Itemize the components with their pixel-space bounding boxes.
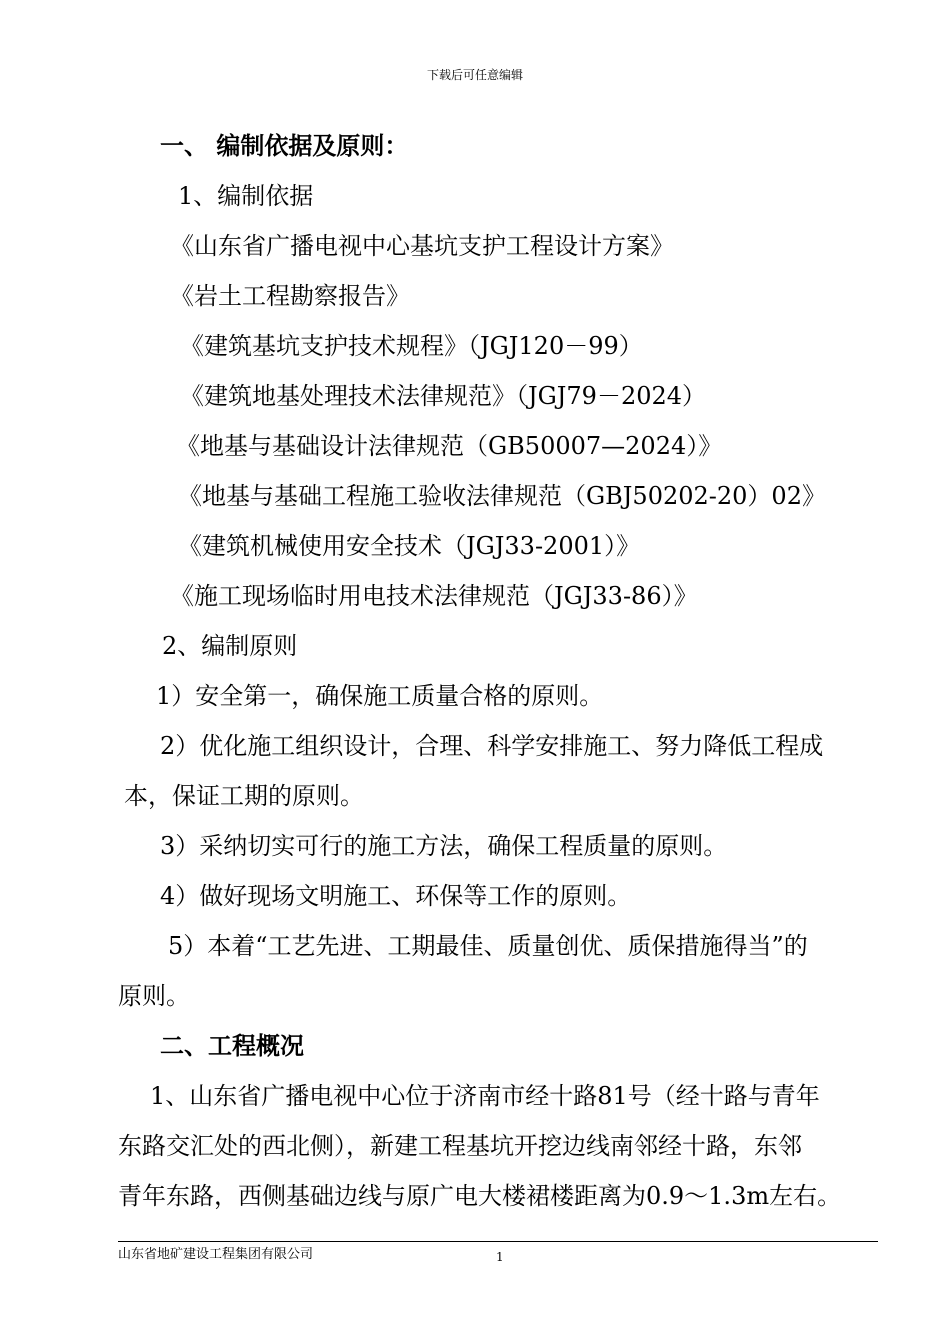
principle-item: 本，保证工期的原则。 (124, 782, 364, 810)
reference-item: 《建筑地基处理技术法律规范》（JGJ79－2024） (180, 382, 707, 410)
page-number: 1 (496, 1250, 504, 1264)
header-note: 下载后可任意编辑 (426, 68, 523, 82)
footer-company: 山东省地矿建设工程集团有限公司 (118, 1247, 314, 1262)
reference-item: 《山东省广播电视中心基坑支护工程设计方案》 (170, 232, 674, 260)
reference-item: 《岩土工程勘察报告》 (170, 282, 410, 310)
principle-item: 4）做好现场文明施工、环保等工作的原则。 (160, 882, 632, 910)
section1-title: 一、 编制依据及原则： (160, 132, 409, 160)
section2-title: 二、工程概况 (160, 1032, 304, 1060)
principle-item: 5）本着“工艺先进、工期最佳、质量创优、质保措施得当”的 (168, 932, 808, 960)
reference-item: 《建筑机械使用安全技术（JGJ33-2001）》 (178, 532, 641, 560)
sub2-title: 2、编制原则 (162, 632, 298, 660)
sub1-title: 1、编制依据 (178, 182, 314, 210)
principle-item: 3）采纳切实可行的施工方法，确保工程质量的原则。 (160, 832, 728, 860)
overview-paragraph-line: 1、山东省广播电视中心位于济南市经十路81号（经十路与青年 (150, 1082, 820, 1110)
footer-divider (118, 1241, 878, 1242)
principle-item: 1）安全第一，确保施工质量合格的原则。 (156, 682, 604, 710)
reference-item: 《施工现场临时用电技术法律规范（JGJ33-86）》 (170, 582, 698, 610)
principle-item: 2）优化施工组织设计，合理、科学安排施工、努力降低工程成 (160, 732, 824, 760)
overview-paragraph-line: 东路交汇处的西北侧），新建工程基坑开挖边线南邻经十路，东邻 (118, 1132, 802, 1160)
reference-item: 《地基与基础工程施工验收法律规范（GBJ50202-20）02》 (178, 482, 826, 510)
reference-item: 《建筑基坑支护技术规程》（JGJ120－99） (180, 332, 643, 360)
principle-item: 原则。 (118, 982, 190, 1010)
overview-paragraph-line: 青年东路，西侧基础边线与原广电大楼裙楼距离为0.9～1.3m左右。 (118, 1182, 842, 1210)
reference-item: 《地基与基础设计法律规范（GB50007—2024）》 (176, 432, 723, 460)
